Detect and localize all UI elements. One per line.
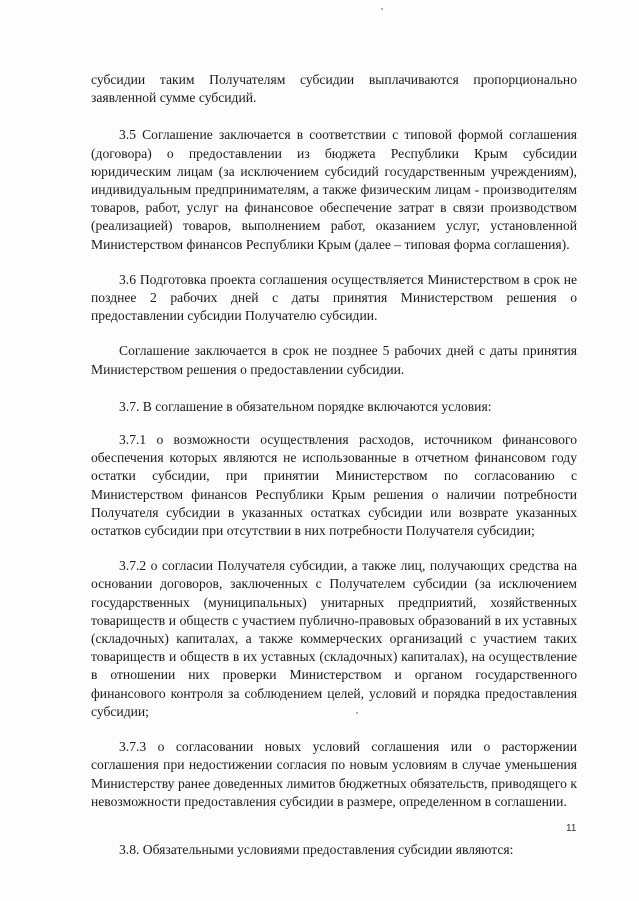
scan-speck bbox=[381, 8, 383, 10]
paragraph-3-6: 3.6 Подготовка проекта соглашения осуществляется Министерством в срок не позднее 2 рабочих дней с даты принятия Министерством решения о предоставлении субсидии Получателю субсидии. bbox=[91, 271, 577, 324]
paragraph-3-8: 3.8. Обязательными условиями предоставления субсидии являются: bbox=[119, 841, 514, 857]
paragraph-3-7-3: 3.7.3 о согласовании новых условий соглашения или о расторжении соглашения при недостижении согласия по новым условиям в случае уменьшения Министерству ранее доведенных лимитов бюджетных обязательств, приводящего к невозможности предоставления субсидии в размере, определенном в соглашении. bbox=[91, 739, 577, 809]
paragraph-agreement-term: Соглашение заключается в срок не позднее 5 рабочих дней с даты принятия Министерством решения о предоставлении субсидии. bbox=[91, 343, 577, 377]
scan-speck bbox=[356, 712, 358, 714]
paragraph-3-7: 3.7. В соглашение в обязательном порядке включаются условия: bbox=[119, 398, 492, 414]
page-number: 11 bbox=[566, 823, 577, 834]
paragraph-3-7-1: 3.7.1 о возможности осуществления расходов, источником финансового обеспечения которых являются не использованные в отчетном финансовом году остатки субсидии, при принятии Министерством по согласованию с Министерством финансов Республики Крым решения о наличии потребности Получателя субсидии в указанных остатках субсидии или возврате указанных остатков субсидии при отсутствии в них потребности Получателя субсидии; bbox=[91, 432, 577, 539]
paragraph-continuation: субсидии таким Получателям субсидии выплачиваются пропорционально заявленной сумме субсидий. bbox=[91, 72, 577, 106]
paragraph-3-5: 3.5 Соглашение заключается в соответствии с типовой формой соглашения (договора) о предоставлении из бюджета Республики Крым субсидии юридическим лицам (за исключением субсидий государственным учреждениям), индивидуальным предпринимателям, а также физическим лицам - производителям товаров, работ, услуг на финансовое обеспечение затрат в связи производством (реализацией) товаров, выполнением работ, оказанием услуг, установленной Министерством финансов Республики Крым (далее – типовая форма соглашения). bbox=[91, 127, 577, 252]
document-body bbox=[91, 71, 577, 859]
paragraph-3-7-2: 3.7.2 о согласии Получателя субсидии, а также лиц, получающих средства на основании договоров, заключенных с Получателем субсидии (за исключением государственных (муниципальных) унитарных предприятий, хозяйственных товариществ и обществ с участием публично-правовых образований в их уставных (складочных) капиталах, а также коммерческих организаций с участием таких товариществ и обществ в их уставных (складочных) капиталах), на осуществление в отношении них проверки Министерством и органом государственного финансового контроля за соблюдением целей, условий и порядка предоставления субсидии; bbox=[91, 558, 577, 719]
